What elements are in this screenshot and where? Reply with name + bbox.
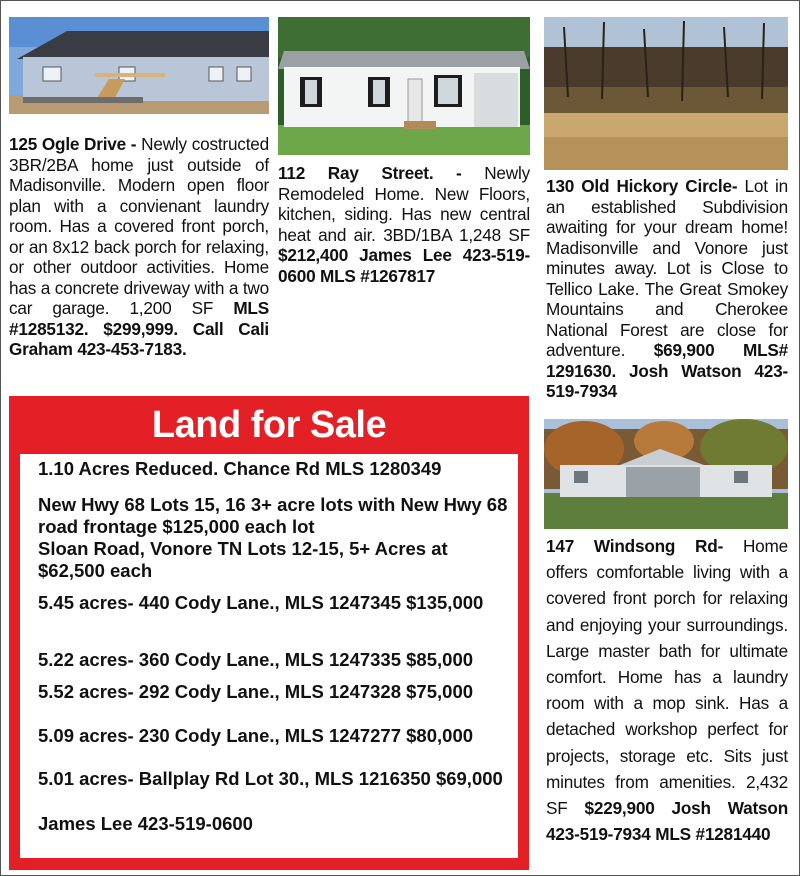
listing-price-contact: $212,400 James Lee 423-519-0600 MLS #1267817 [278,245,530,286]
house-photo-ogle-drive [9,17,269,114]
listing-title: 125 Ogle Drive - [9,134,137,154]
land-item: 5.09 acres- 230 Cody Lane., MLS 1247277 $80,000 [38,725,474,746]
land-item: New Hwy 68 Lots 15, 16 3+ acre lots with New Hwy 68 road frontage $125,000 each lot [38,494,508,537]
land-list [20,454,518,858]
listing-windsong-rd [546,533,788,847]
land-item: 5.45 acres- 440 Cody Lane., MLS 1247345 $135,000 [38,592,484,613]
land-for-sale-box [9,396,529,870]
listing-price-contact: MLS #1285132. $299,999. Call Cali Graham 423-453-7183. [9,298,269,359]
land-item: 5.22 acres- 360 Cody Lane., MLS 1247335 $85,000 [38,649,474,670]
listing-title: 147 Windsong Rd- [546,536,724,556]
land-item: James Lee 423-519-0600 [38,813,253,834]
listing-ray-street [278,163,530,286]
house-photo-ray-street [278,17,530,155]
listing-price-contact: $69,900 MLS# 1291630. Josh Watson 423-519-7934 [546,340,789,401]
listing-description: Newly Remodeled Home. New Floors, kitchen, siding. Has new central heat and air. 3BD/1BA 1,248 SF [278,163,531,245]
listing-old-hickory-circle [546,176,788,402]
listing-ogle-drive [9,134,269,360]
land-for-sale-title: Land for Sale [151,404,387,446]
land-photo-old-hickory [544,17,788,170]
land-item: 5.52 acres- 292 Cody Lane., MLS 1247328 $75,000 [38,681,474,702]
listing-description: Home offers comfortable living with a covered front porch for relaxing and enjoying your surroundings. Large master bath for ultimate comfort. Home has a laundry room with a mop sink. Has a detached workshop perfect for projects, storage etc. Sits just minutes from amenities. 2,432 SF [546,536,788,819]
listing-description: Lot in an established Subdivision awaiting for your dream home! Madisonville and Vonore just minutes away. Lot is Close to Tellico Lake. The Great Smokey Mountains and Cherokee National Forest are close for adventure. [546,176,788,360]
land-item: 1.10 Acres Reduced. Chance Rd MLS 1280349 [38,458,442,479]
listing-price-contact: $229,900 Josh Watson 423-519-7934 MLS #1281440 [546,798,788,845]
land-item: Sloan Road, Vonore TN Lots 12-15, 5+ Acres at $62,500 each [38,538,448,581]
listing-title: 112 Ray Street. - [278,163,462,183]
land-item: 5.01 acres- Ballplay Rd Lot 30., MLS 1216350 $69,000 [38,768,503,789]
listing-description: Newly costructed 3BR/2BA home just outside of Madisonville. Modern open floor plan with a convienant laundry room. Has a covered front porch, or an 8x12 back porch for relaxing, or other outdoor activities. Home has a concrete driveway with a two car garage. 1,200 SF [9,134,269,318]
house-photo-windsong [544,419,788,529]
listing-title: 130 Old Hickory Circle- [546,176,738,196]
